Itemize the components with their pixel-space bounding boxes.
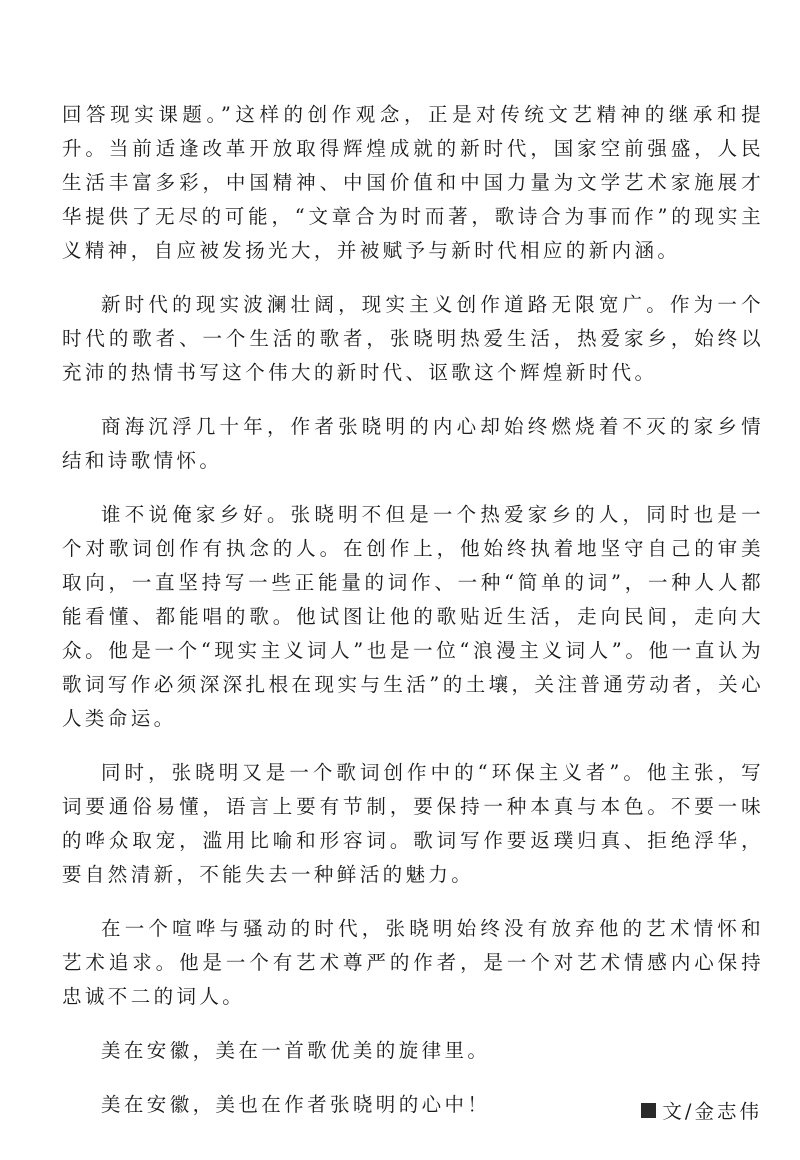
signature-text: 文/金志伟 xyxy=(662,1100,762,1123)
paragraph-6: 在一个喧哗与骚动的时代，张晓明始终没有放弃他的艺术情怀和艺术追求。他是一个有艺术尊严的作者，是一个对艺术情感内心保持忠诚不二的词人。 xyxy=(62,917,764,1008)
paragraph-4: 谁不说俺家乡好。张晓明不但是一个热爱家乡的人，同时也是一个对歌词创作有执念的人。在创作上，他始终执着地坚守自己的审美取向，一直坚持写一些正能量的词作、一种“简单的词”，一种人人都能看懂、都能唱的歌。他试图让他的歌贴近生活，走向民间，走向大众。他是一个“现实主义词人”也是一位“浪漫主义词人”。他一直认为歌词写作必须深深扎根在现实与生活”的土壤，关注普通劳动者，关心人类命运。 xyxy=(62,503,764,730)
paragraph-1: 回答现实课题。”这样的创作观念，正是对传统文艺精神的继承和提升。当前适逢改革开放取得辉煌成就的新时代，国家空前强盛，人民生活丰富多彩，中国精神、中国价值和中国力量为文学艺术家施展才华提供了无尽的可能，“文章合为时而著，歌诗合为事而作”的现实主义精神，自应被发扬光大，并被赋予与新时代相应的新内涵。 xyxy=(62,103,764,262)
paragraph-8: 美在安徽，美也在作者张晓明的心中！ xyxy=(101,1093,491,1116)
author-signature xyxy=(641,1096,762,1124)
paragraph-5: 同时，张晓明又是一个歌词创作中的“环保主义者”。他主张，写词要通俗易懂，语言上要有节制，要保持一种本真与本色。不要一味的哗众取宠，滥用比喻和形容词。歌词写作要返璞归真、拒绝浮华，要自然清新，不能失去一种鲜活的魅力。 xyxy=(62,761,764,886)
black-square-icon xyxy=(641,1103,656,1118)
article-body xyxy=(62,98,764,1122)
paragraph-3: 商海沉浮几十年，作者张晓明的内心却始终燃烧着不灭的家乡情结和诗歌情怀。 xyxy=(62,415,764,472)
paragraph-2: 新时代的现实波澜壮阔，现实主义创作道路无限宽广。作为一个时代的歌者、一个生活的歌者，张晓明热爱生活，热爱家乡，始终以充沛的热情书写这个伟大的新时代、讴歌这个辉煌新时代。 xyxy=(62,293,764,384)
paragraph-7: 美在安徽，美在一首歌优美的旋律里。 xyxy=(101,1039,491,1062)
